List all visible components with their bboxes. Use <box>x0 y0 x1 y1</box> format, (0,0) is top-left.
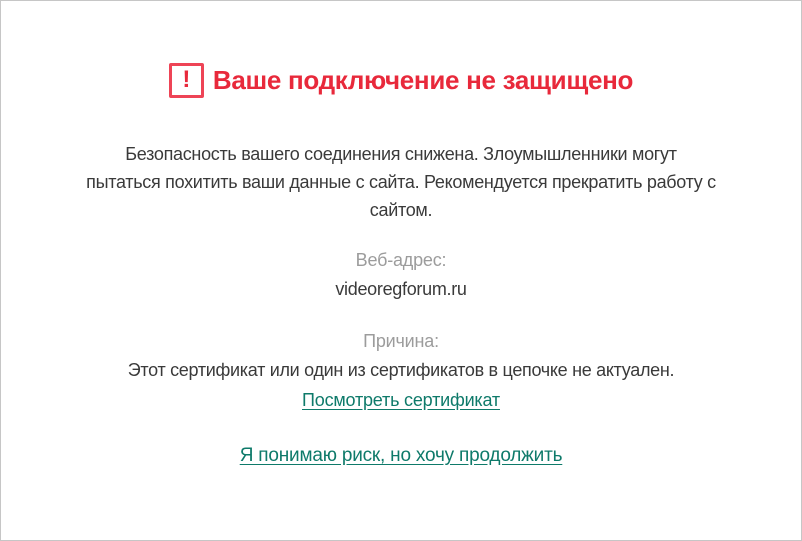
proceed-row <box>1 445 801 467</box>
view-certificate-row <box>1 390 801 411</box>
description-line: пытаться похитить ваши данные с сайта. Рекомендуется прекратить работу с <box>86 172 716 192</box>
page-header <box>1 61 801 99</box>
description-line: сайтом. <box>369 200 433 220</box>
reason-label: Причина: <box>363 331 439 351</box>
proceed-anyway-link[interactable]: Я понимаю риск, но хочу продолжить <box>239 445 563 466</box>
view-certificate-link[interactable]: Посмотреть сертификат <box>302 390 500 410</box>
description-line: Безопасность вашего соединения снижена. Злоумышленники могут <box>125 144 677 164</box>
warning-icon <box>169 63 204 98</box>
reason-text: Этот сертификат или один из сертификатов в цепочке не актуален. <box>127 360 675 380</box>
web-address-label: Веб-адрес: <box>355 250 447 270</box>
warning-icon-glyph: ! <box>182 66 191 93</box>
web-address-value: videoregforum.ru <box>335 279 467 299</box>
page-title: Ваше подключение не защищено <box>212 64 634 95</box>
description-paragraph <box>1 140 801 224</box>
